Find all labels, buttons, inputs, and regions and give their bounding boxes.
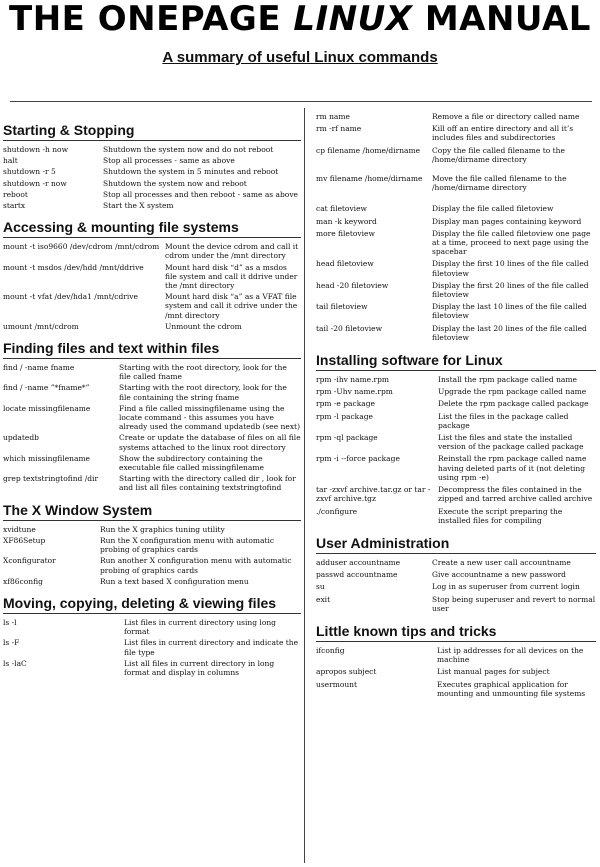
command: rpm -l package [316, 411, 373, 421]
section-title: Finding files and text within files [3, 340, 301, 359]
section-title: Starting & Stopping [3, 122, 301, 141]
command: find / -name ”*fname*” [3, 383, 90, 393]
command: rpm -i --force package [316, 454, 400, 464]
description: Run a text based X configuration menu [100, 576, 249, 586]
command-row [316, 174, 596, 192]
description: List manual pages for subject [437, 667, 550, 677]
command: adduser accountname [316, 557, 401, 567]
command: rpm -ql package [316, 433, 378, 443]
command: apropos subject [316, 667, 377, 677]
command: cp filename /home/dirname [316, 145, 421, 155]
right-column [316, 112, 596, 701]
description: Executes graphical application for mounting and unmounting file systems [437, 679, 586, 698]
command-row [316, 399, 596, 408]
command: umount /mnt/cdrom [3, 321, 79, 331]
description: Upgrade the rpm package called name [438, 387, 587, 397]
command-row [3, 145, 301, 154]
description: Create or update the database of files on all file systems attached to the linux root directory [119, 433, 301, 452]
command: rpm -e package [316, 399, 375, 409]
command-row [316, 485, 596, 503]
description: Stop all processes - same as above [103, 156, 235, 166]
command: head -20 filetoview [316, 280, 389, 290]
description: Mount hard disk “a” as a VFAT file system and call it cdrive under the /mnt directory [165, 292, 298, 320]
description: Starting with the root directory, look for the file called fname [119, 363, 287, 382]
command-row [3, 179, 301, 188]
command-row [316, 507, 596, 525]
command-row [3, 167, 301, 176]
section-starting-stopping [3, 122, 301, 210]
command-row [316, 112, 596, 121]
command-row [3, 201, 301, 210]
section-mounting [3, 219, 301, 331]
description: Find a file called missingfilename using the locate command - this assumes you have already used the command updatedb (see next) [119, 403, 300, 432]
command: more filetoview [316, 228, 375, 238]
command: Xconfigurator [3, 556, 56, 566]
section-moving-files [3, 595, 301, 677]
section-title: Installing software for Linux [316, 352, 596, 371]
description: Create a new user call accountname [432, 557, 571, 567]
description: Kill off an entire directory and all it’s includes files and subdirectories [432, 124, 574, 143]
command: mount -t iso9660 /dev/cdrom /mnt/cdrom [3, 242, 160, 252]
description: Decompress the files contained in the zipped and tarred archive called archive [438, 485, 593, 504]
command-row [3, 525, 301, 534]
description: Run the X configuration menu with automatic probing of graphics cards [100, 535, 275, 555]
description: Shutdown the system now and do not reboot [103, 145, 274, 154]
command: XF86Setup [3, 535, 46, 545]
description: Start the X system [103, 201, 174, 211]
command-row [316, 454, 596, 482]
description: Display the last 20 lines of the file called filetoview [432, 323, 587, 342]
header-divider [10, 101, 592, 102]
command: ifconfig [316, 645, 345, 655]
command-row [316, 204, 596, 213]
description: Display the file called filetoview one page at a time, proceed to next page using the spacebar [432, 228, 591, 257]
command: tail filetoview [316, 302, 368, 312]
section-installing-software [316, 352, 596, 525]
description: Unmount the cdrom [165, 321, 242, 331]
description: List files in current directory and indicate the file type [124, 638, 299, 657]
description: Mount the device cdrom and call it cdrom under the /mnt directory [165, 242, 299, 261]
command: mount -t vfat /dev/hda1 /mnt/cdrive [3, 292, 138, 302]
command-row [3, 292, 301, 320]
command-row [316, 433, 596, 451]
command-row [3, 454, 301, 472]
description: Starting with the directory called dir , look for and list all files containing textstringtofind [119, 474, 296, 493]
command-row [3, 263, 301, 291]
description: Log in as superuser from current login [432, 582, 580, 592]
command: rpm -Uhv name.rpm [316, 387, 393, 397]
command-row [316, 582, 596, 591]
command: shutdown -h now [3, 145, 68, 154]
title-linux: LINUX [293, 0, 413, 39]
command: rm name [316, 112, 350, 121]
description: List all files in current directory in long format and display in columns [124, 658, 275, 677]
command-row [316, 302, 596, 320]
title-prefix: THE ONEPAGE [9, 0, 294, 39]
command: passwd accountname [316, 570, 398, 580]
command: rpm -ihv name.rpm [316, 375, 390, 385]
command-row [316, 680, 596, 698]
command: usermount [316, 679, 358, 689]
command: which missingfilename [3, 453, 90, 463]
description: Run the X graphics tuning utility [100, 524, 225, 534]
command: shutdown -r now [3, 178, 67, 188]
command-row [316, 646, 596, 664]
command-row [3, 638, 301, 656]
command: updatedb [3, 433, 39, 443]
command-row [316, 124, 596, 142]
section-title: The X Window System [3, 502, 301, 521]
command: ls -laC [3, 658, 27, 668]
command: ./configure [316, 506, 358, 516]
left-column [3, 122, 301, 679]
command: mv filename /home/dirname [316, 174, 423, 184]
command-row [316, 558, 596, 567]
command-row [3, 577, 301, 586]
description: Display the file called filetoview [432, 204, 554, 214]
section-title: Moving, copying, deleting & viewing files [3, 595, 301, 614]
command: halt [3, 156, 18, 166]
description: List the files and state the installed version of the package called package [438, 433, 584, 452]
command: xf86config [3, 576, 43, 586]
description: Copy the file called filename to the /home/dirname directory [432, 145, 565, 164]
command: startx [3, 201, 26, 211]
command: find / -name fname [3, 363, 75, 373]
command-row [3, 363, 301, 381]
description: Run another X configuration menu with automatic probing of graphics cards [100, 556, 292, 575]
description: List files in current directory using long format [124, 617, 276, 637]
description: List the files in the package called package [438, 411, 569, 430]
description: Display the first 10 lines of the file called filetoview [432, 259, 589, 278]
command-row [316, 570, 596, 579]
command: man -k keyword [316, 216, 377, 226]
section-finding-files [3, 340, 301, 493]
command-row [3, 190, 301, 199]
page-subtitle [0, 49, 600, 66]
command-row [3, 536, 301, 554]
command: locate missingfilename [3, 403, 91, 413]
description: Starting with the root directory, look for the file containing the string fname [119, 383, 287, 402]
description: Display the first 20 lines of the file called filetoview [432, 280, 589, 300]
section-title: Accessing & mounting file systems [3, 219, 301, 238]
command-row [3, 322, 301, 331]
command: head filetoview [316, 259, 374, 269]
command-row [316, 324, 596, 342]
description: Display the last 10 lines of the file called filetoview [432, 302, 587, 321]
description: Install the rpm package called name [438, 375, 577, 385]
description: Delete the rpm package called package [438, 399, 589, 409]
command: shutdown -r 5 [3, 167, 56, 177]
description: Shutdown the system now and reboot [103, 178, 247, 188]
command: exit [316, 594, 331, 604]
command-row [316, 217, 596, 226]
command: rm -rf name [316, 124, 362, 134]
command: ls -F [3, 638, 20, 648]
section-tips-tricks [316, 623, 596, 698]
command-row [316, 667, 596, 676]
page-title [0, 0, 600, 38]
column-divider [304, 108, 305, 863]
command: tail -20 filetoview [316, 323, 382, 333]
section-user-administration [316, 535, 596, 613]
command-row [3, 242, 301, 260]
description: Reinstall the rpm package called name having deleted parts of it (not deleting using rpm -e) [438, 454, 587, 482]
section-moving-files-continued [316, 112, 596, 342]
command-row [3, 659, 301, 677]
command-row [316, 259, 596, 277]
command-row [3, 474, 301, 492]
command-row [3, 156, 301, 165]
description: Execute the script preparing the installed files for compiling [438, 506, 563, 525]
title-suffix: MANUAL [412, 0, 591, 39]
command-row [316, 375, 596, 384]
section-title: Little known tips and tricks [316, 623, 596, 642]
command: mount -t msdos /dev/hdd /mnt/ddrive [3, 262, 144, 272]
description: Display man pages containing keyword [432, 216, 582, 226]
command: xvidtune [3, 524, 36, 534]
command-row [3, 618, 301, 636]
description: Mount hard disk “d” as a msdos file system and call it ddrive under the /mnt directory [165, 262, 298, 291]
description: Stop being superuser and revert to normal user [432, 594, 596, 613]
command-row [316, 412, 596, 430]
command-row [3, 383, 301, 401]
command-row [316, 387, 596, 396]
description: Stop all processes and then reboot - same as above [103, 189, 298, 199]
command: tar -zxvf archive.tar.gz or tar -zxvf archive.tgz [316, 485, 431, 504]
command: ls -l [3, 617, 17, 627]
section-x-window [3, 502, 301, 586]
description: Show the subdirectory containing the executable file called missingfilename [119, 453, 264, 473]
command-row [3, 556, 301, 574]
description: Give accountname a new password [432, 570, 566, 580]
command-row [3, 404, 301, 432]
description: List ip addresses for all devices on the machine [437, 645, 584, 665]
command-row [316, 281, 596, 299]
command-row [316, 146, 596, 164]
description: Shutdown the system in 5 minutes and reboot [103, 167, 279, 177]
subtitle-text: A summary of useful Linux commands [162, 49, 438, 66]
command: grep textstringtofind /dir [3, 474, 99, 484]
command-row [316, 595, 596, 613]
description: Move the file called filename to the /home/dirname directory [432, 174, 567, 193]
command: su [316, 582, 325, 592]
command-row [3, 433, 301, 451]
section-title: User Administration [316, 535, 596, 554]
command: reboot [3, 189, 28, 199]
command: cat filetoview [316, 204, 367, 214]
command-row [316, 229, 596, 257]
description: Remove a file or directory called name [432, 112, 580, 121]
